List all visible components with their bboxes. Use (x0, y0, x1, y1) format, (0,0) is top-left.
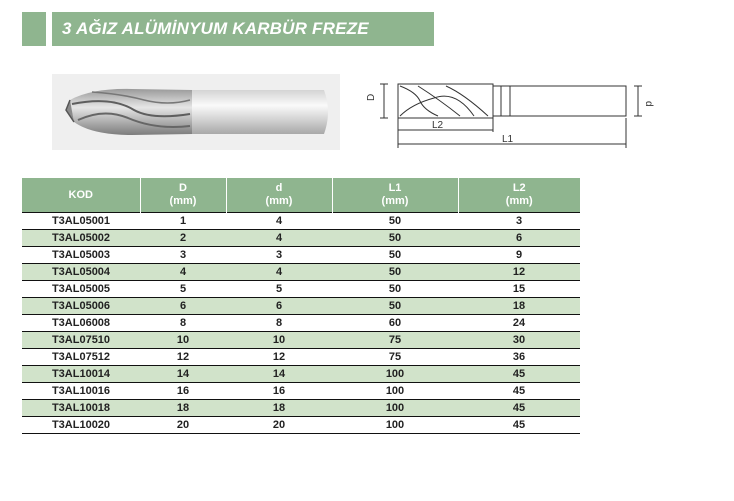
cell-d: 12 (226, 349, 332, 366)
cell-d: 16 (226, 383, 332, 400)
cell-L1: 100 (332, 366, 458, 383)
table-row (22, 332, 580, 349)
cell-D: 10 (140, 332, 226, 349)
table-row (22, 213, 580, 230)
spec-table (22, 178, 580, 434)
table-row (22, 298, 580, 315)
cell-kod: T3AL06008 (22, 315, 140, 332)
table-row (22, 383, 580, 400)
cell-L2: 30 (458, 332, 580, 349)
cell-L1: 50 (332, 298, 458, 315)
cell-L2: 18 (458, 298, 580, 315)
drawing-shank (493, 86, 626, 116)
cell-L1: 60 (332, 315, 458, 332)
cell-D: 20 (140, 417, 226, 434)
cell-d: 14 (226, 366, 332, 383)
cell-kod: T3AL05002 (22, 230, 140, 247)
cell-d: 4 (226, 264, 332, 281)
title-bar (22, 12, 434, 46)
table-row (22, 315, 580, 332)
cell-kod: T3AL07512 (22, 349, 140, 366)
drawing-label-L1: L1 (502, 134, 514, 145)
cell-D: 6 (140, 298, 226, 315)
table-row (22, 281, 580, 298)
cell-L2: 45 (458, 400, 580, 417)
drawing-label-L2: L2 (432, 120, 444, 131)
cell-L2: 15 (458, 281, 580, 298)
cell-L2: 24 (458, 315, 580, 332)
header-d: d (mm) (226, 178, 332, 213)
cell-L2: 36 (458, 349, 580, 366)
cell-L2: 45 (458, 417, 580, 434)
cell-D: 16 (140, 383, 226, 400)
cell-L1: 75 (332, 332, 458, 349)
cell-d: 10 (226, 332, 332, 349)
cell-L1: 50 (332, 247, 458, 264)
cell-D: 1 (140, 213, 226, 230)
cell-kod: T3AL10016 (22, 383, 140, 400)
cell-D: 5 (140, 281, 226, 298)
table-row (22, 400, 580, 417)
table-row (22, 264, 580, 281)
technical-drawing (360, 70, 654, 154)
cell-L2: 3 (458, 213, 580, 230)
cell-kod: T3AL10018 (22, 400, 140, 417)
cell-L1: 50 (332, 230, 458, 247)
cell-d: 20 (226, 417, 332, 434)
cell-L1: 100 (332, 417, 458, 434)
cell-D: 14 (140, 366, 226, 383)
cell-D: 12 (140, 349, 226, 366)
cell-L2: 12 (458, 264, 580, 281)
cell-d: 8 (226, 315, 332, 332)
cell-D: 18 (140, 400, 226, 417)
drawing-label-D: D (366, 93, 377, 101)
header-L1: L1 (mm) (332, 178, 458, 213)
cell-kod: T3AL10020 (22, 417, 140, 434)
cell-D: 2 (140, 230, 226, 247)
cell-L1: 100 (332, 383, 458, 400)
cell-kod: T3AL05004 (22, 264, 140, 281)
cell-D: 4 (140, 264, 226, 281)
table-row (22, 366, 580, 383)
cell-L1: 50 (332, 264, 458, 281)
cell-d: 6 (226, 298, 332, 315)
title-accent-stripe (46, 12, 52, 46)
cell-D: 3 (140, 247, 226, 264)
table-row (22, 247, 580, 264)
cell-L2: 45 (458, 383, 580, 400)
page-title: 3 AĞIZ ALÜMİNYUM KARBÜR FREZE (62, 19, 369, 38)
cell-L1: 50 (332, 281, 458, 298)
drawing-flute-section (398, 84, 493, 118)
cell-kod: T3AL05006 (22, 298, 140, 315)
header-D: D (mm) (140, 178, 226, 213)
header-L2: L2 (mm) (458, 178, 580, 213)
cell-kod: T3AL07510 (22, 332, 140, 349)
cell-L2: 9 (458, 247, 580, 264)
cell-d: 4 (226, 230, 332, 247)
drawing-label-d: d (643, 101, 654, 107)
end-mill-photo (52, 74, 340, 150)
cell-d: 3 (226, 247, 332, 264)
cell-kod: T3AL05005 (22, 281, 140, 298)
cell-L1: 50 (332, 213, 458, 230)
table-row (22, 349, 580, 366)
cell-L2: 6 (458, 230, 580, 247)
cell-L2: 45 (458, 366, 580, 383)
cell-d: 4 (226, 213, 332, 230)
cell-kod: T3AL05003 (22, 247, 140, 264)
table-row (22, 417, 580, 434)
cell-L1: 75 (332, 349, 458, 366)
cell-D: 8 (140, 315, 226, 332)
cell-d: 5 (226, 281, 332, 298)
cell-d: 18 (226, 400, 332, 417)
cell-L1: 100 (332, 400, 458, 417)
header-kod: KOD (22, 178, 140, 213)
table-row (22, 230, 580, 247)
cell-kod: T3AL10014 (22, 366, 140, 383)
table-header-row (22, 178, 580, 213)
cell-kod: T3AL05001 (22, 213, 140, 230)
